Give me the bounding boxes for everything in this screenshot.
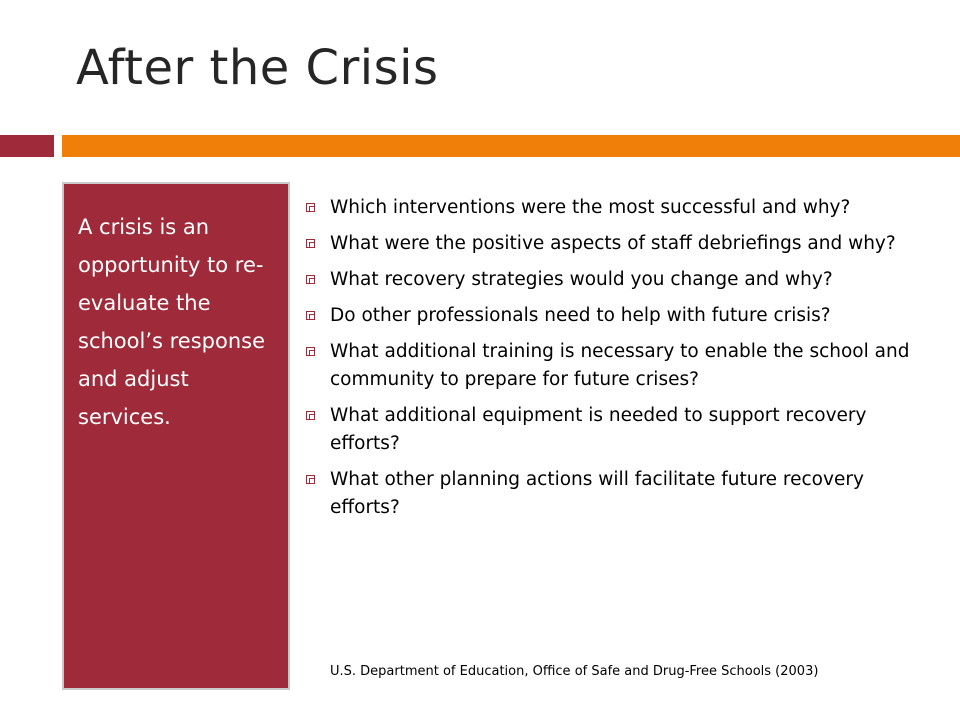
square-bullet-icon (306, 411, 315, 420)
square-bullet-icon (306, 311, 315, 320)
list-item (306, 302, 936, 330)
list-item (306, 466, 936, 522)
square-bullet-icon (306, 203, 315, 212)
list-item (306, 338, 936, 394)
bullet-text: What recovery strategies would you change and why? (330, 269, 833, 290)
list-item (306, 402, 936, 458)
list-item (306, 266, 936, 294)
slide-title: After the Crisis (76, 40, 439, 96)
sidebar-panel (62, 182, 290, 690)
bullet-list (306, 194, 936, 530)
sidebar-text: A crisis is an opportunity to re-evaluate the school’s response and adjust services. (78, 215, 266, 429)
square-bullet-icon (306, 275, 315, 284)
accent-bar-red (0, 135, 54, 157)
bullet-text: What other planning actions will facilitate future recovery efforts? (330, 469, 864, 518)
square-bullet-icon (306, 475, 315, 484)
bullet-text: What additional equipment is needed to support recovery efforts? (330, 405, 867, 454)
square-bullet-icon (306, 239, 315, 248)
citation: U.S. Department of Education, Office of Safe and Drug-Free Schools (2003) (330, 664, 819, 679)
square-bullet-icon (306, 347, 315, 356)
bullet-text: Do other professionals need to help with future crisis? (330, 305, 831, 326)
bullet-text: What were the positive aspects of staff debriefings and why? (330, 233, 896, 254)
bullet-text: Which interventions were the most successful and why? (330, 197, 851, 218)
list-item (306, 194, 936, 222)
list-item (306, 230, 936, 258)
bullet-text: What additional training is necessary to enable the school and community to prepare for future crises? (330, 341, 910, 390)
accent-bar-orange (62, 135, 960, 157)
